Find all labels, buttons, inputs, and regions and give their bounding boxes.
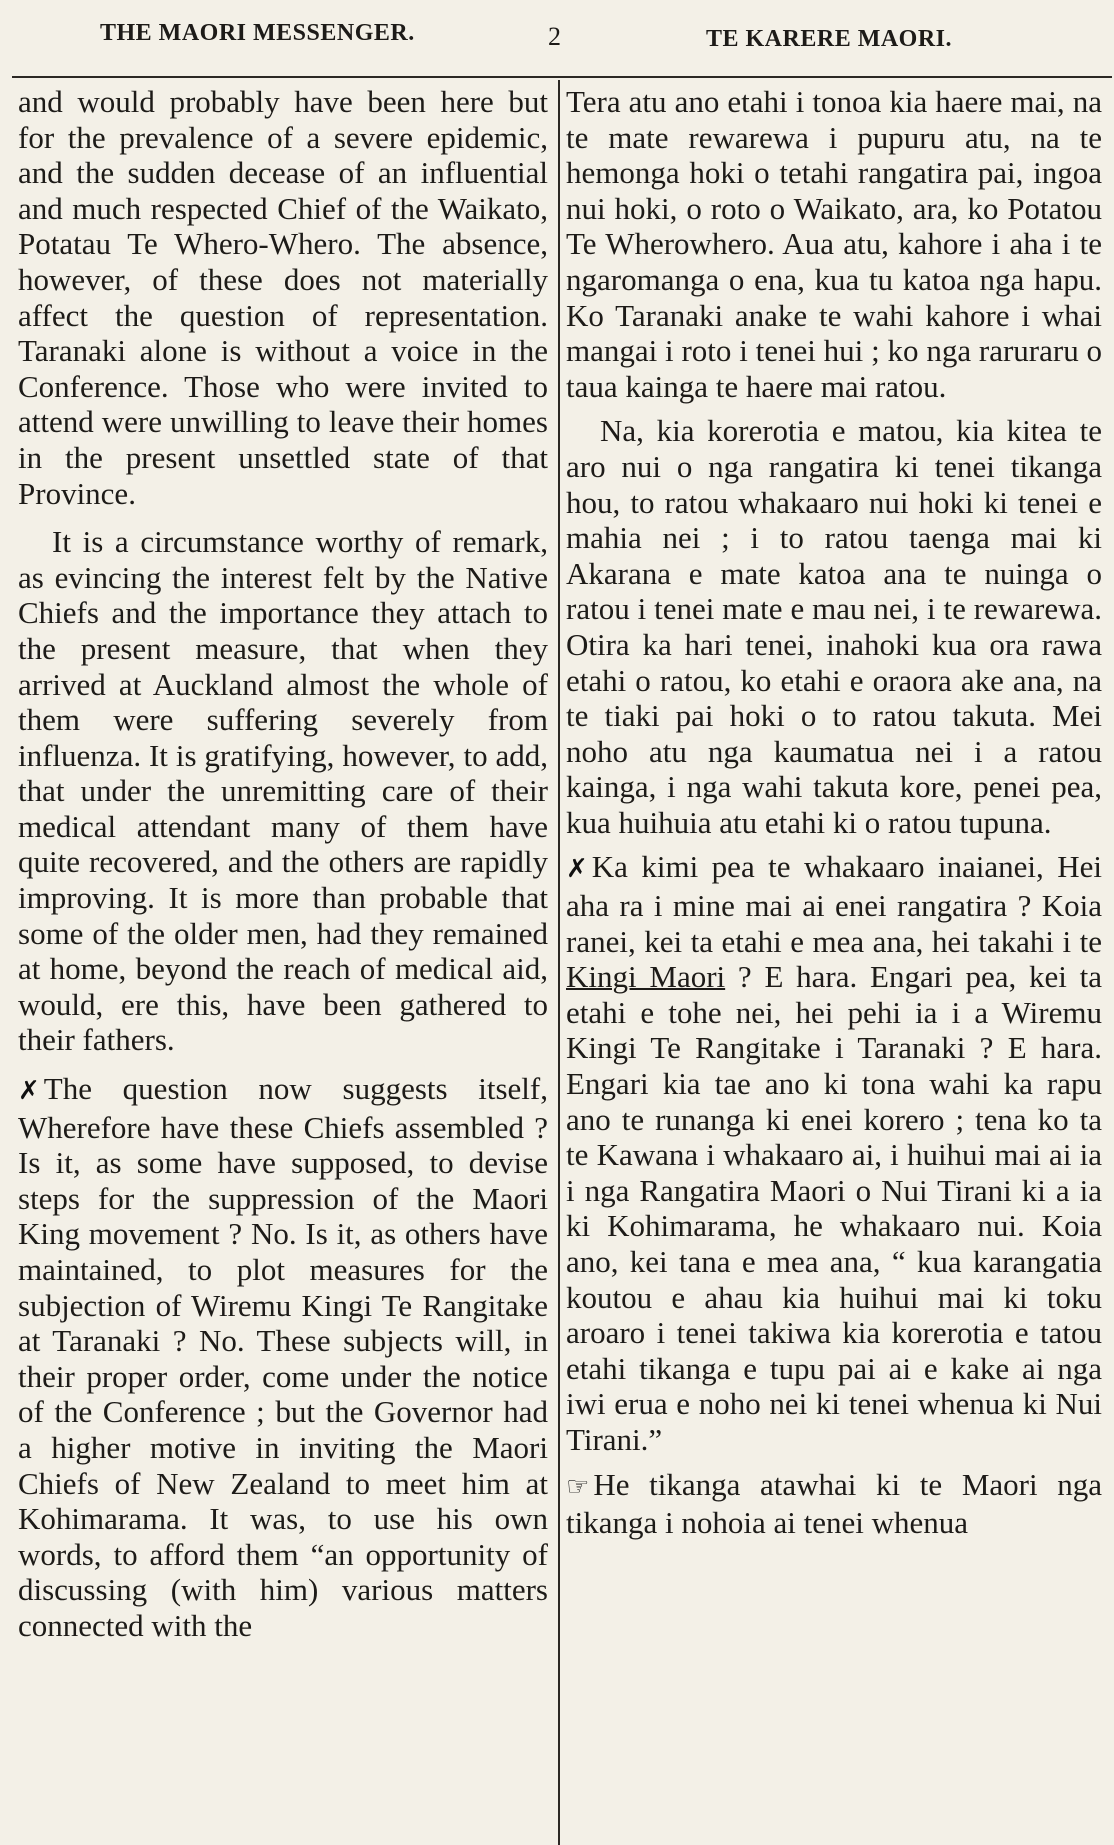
maori-masthead-title: TE KARERE MAORI.: [706, 26, 953, 52]
english-paragraph-1: and would probably have been here but for the prevalence of a severe epidemic, and the sudden decease of an influential and much respected Chief of the Waikato, Potatau Te Whero-Whero. The absence, however, of these does not materially affect the question of representation. Taranaki alone is without a voice in the Conference. Those who were invited to attend were unwilling to leave their homes in the present unsettled state of that Province.: [18, 84, 548, 511]
english-paragraph-3: [18, 1071, 548, 1644]
maori-column: [566, 84, 1102, 1550]
maori-paragraph-4-text: He tikanga atawhai ki te Maori nga tikanga i nohoia ai tenei whenua: [566, 1466, 1102, 1541]
english-masthead-title: THE MAORI MESSENGER.: [100, 20, 415, 46]
english-column: [18, 84, 548, 1644]
kingi-maori-underlined: Kingi Maori: [566, 959, 726, 995]
page-header: [0, 14, 1114, 54]
maori-paragraph-3: [566, 849, 1102, 1457]
maori-paragraph-3-text-before: Ka kimi pea te whakaaro inaianei, Hei aha ra i mine mai ai enei rangatira ? Koia ranei, kei ta etahi e mea ana, hei takahi i te: [566, 849, 1102, 959]
pointing-hand-icon: ☞: [566, 1471, 590, 1502]
header-rule: [12, 76, 1112, 78]
column-divider: [558, 80, 560, 1845]
page-number: 2: [548, 22, 562, 51]
english-paragraph-3-text: The question now suggests itself, Wherefore have these Chiefs assembled ? Is it, as some have supposed, to devise steps for the suppression of the Maori King movement ? No. Is it, as others have maintained, to plot measures for the subjection of Wiremu Kingi Te Rangitake at Taranaki ? No. These subjects will, in their proper order, come under the notice of the Conference ; but the Governor had a higher motive in inviting the Maori Chiefs of New Zealand to meet him at Kohimarama. It was, to use his own words, to afford them “an opportunity of discussing (with him) various matters connected with the: [18, 1071, 548, 1643]
english-paragraph-2: It is a circumstance worthy of remark, as evincing the interest felt by the Native Chiefs and the importance they attach to the present measure, that when they arrived at Auckland almost the whole of them were suffering severely from influenza. It is gratifying, however, to add, that under the unremitting care of their medical attendant many of them have quite recovered, and the others are rapidly improving. It is more than probable that some of the older men, had they remained at home, beyond the reach of medical aid, would, ere this, have been gathered to their fathers.: [18, 524, 548, 1058]
maori-paragraph-4: [566, 1467, 1102, 1541]
hand-mark-icon: ✗: [566, 854, 588, 885]
hand-mark-icon: ✗: [18, 1076, 40, 1107]
maori-paragraph-3-text-after: ? E hara. Engari pea, kei ta etahi e tohe nei, hei pehi ia i a Wiremu Kingi Te Rangitake i Taranaki ? E hara. Engari kia tae ano ki tona wahi ka rapu ano te runanga ki enei korero ; tena ko ta te Kawana i whakaaro ai, i huihui mai ai ia i nga Rangatira Maori o Nui Tirani ki a ia ki Kohimarama, he whakaaro nui. Koia ano, kei tana e mea ana, “ kua karangatia koutou e ahau kia huihui mai ki toku aroaro i tenei takiwa kia korerotia e tatou etahi tikanga e tupu pai ai e kake ai nga iwi erua e noho nei ki tenei whenua ki Nui Tirani.”: [566, 959, 1103, 1457]
maori-paragraph-1: Tera atu ano etahi i tonoa kia haere mai, na te mate rewarewa i pupuru atu, na te hemonga hoki o tetahi rangatira pai, ingoa nui hoki, o roto o Waikato, ara, ko Potatou Te Wherowhero. Aua atu, kahore i aha i te ngaromanga o ena, kua tu katoa nga hapu. Ko Taranaki anake te wahi kahore i whai mangai i roto i tenei hui ; ko nga raruraru o taua kainga te haere mai ratou.: [566, 84, 1102, 404]
maori-paragraph-2: Na, kia korerotia e matou, kia kitea te aro nui o nga rangatira ki tenei tikanga hou, to ratou whakaaro nui hoki ki tenei e mahia nei ; i to ratou taenga mai ki Akarana e mate katoa ana te nuinga o ratou i tenei mate e mau nei, i te rewarewa. Otira ka hari tenei, inahoki kua ora rawa etahi o ratou, ko etahi e oraora ake ana, na te tiaki pai hoki o to ratou takuta. Mei noho atu nga kaumatua nei i a ratou kainga, i nga wahi takuta kore, penei pea, kua huihuia atu etahi ki o ratou tupuna.: [566, 413, 1102, 840]
